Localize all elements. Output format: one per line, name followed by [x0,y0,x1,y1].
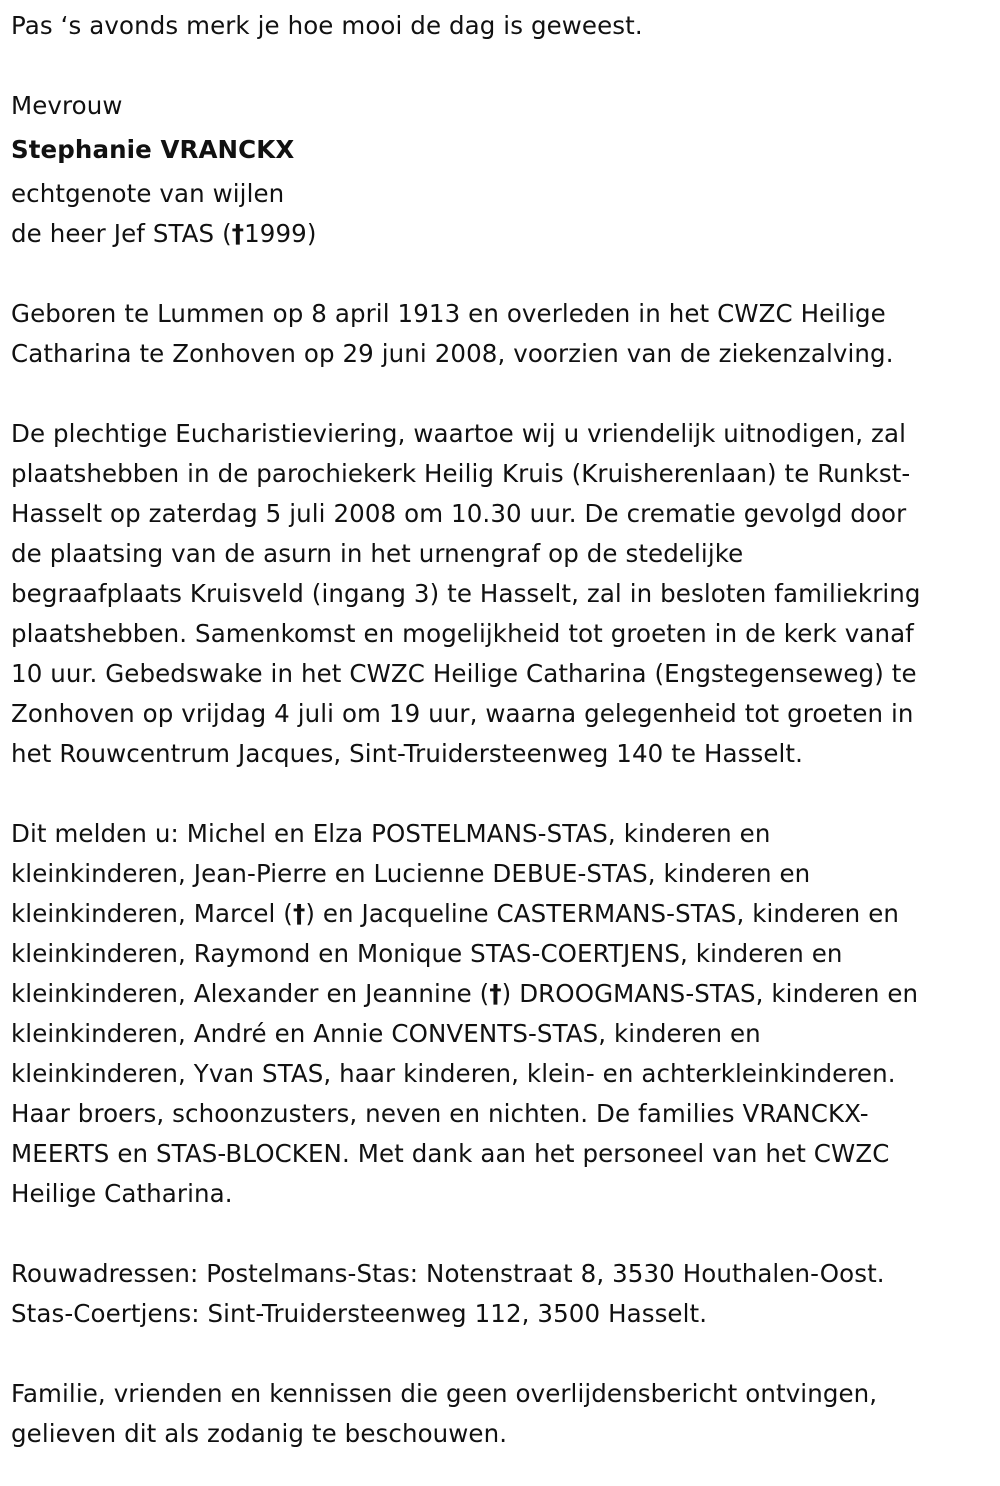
spouse-suffix: 1999) [244,219,317,248]
paragraph-line: gelieven dit als zodanig te beschouwen. [11,1419,508,1448]
death-notice [11,6,993,1454]
paragraph-line: Geboren te Lummen op 8 april 1913 en overleden in het CWZC Heilige [11,299,886,328]
paragraph-line: Dit melden u: Michel en Elza POSTELMANS-STAS, kinderen en [11,819,771,848]
paragraph-line: Hasselt op zaterdag 5 juli 2008 om 10.30 uur. De crematie gevolgd door [11,499,907,528]
paragraph-line: 10 uur. Gebedswake in het CWZC Heilige Catharina (Engstegenseweg) te [11,659,917,688]
paragraph-line [11,974,993,1014]
honorific: Mevrouw [11,91,123,120]
text-segment: kleinkinderen, Alexander en Jeannine ( [11,979,490,1008]
spacer [11,1334,993,1374]
paragraph-line: het Rouwcentrum Jacques, Sint-Truidersteenweg 140 te Hasselt. [11,739,804,768]
cross-icon: † [231,219,245,248]
paragraph-line: Stas-Coertjens: Sint-Truidersteenweg 112, 3500 Hasselt. [11,1299,708,1328]
spacer [11,46,993,86]
spacer [11,254,993,294]
motto: Pas ‘s avonds merk je hoe mooi de dag is geweest. [11,11,643,40]
paragraph-line: Haar broers, schoonzusters, neven en nichten. De families VRANCKX- [11,1099,869,1128]
paragraph-line: Rouwadressen: Postelmans-Stas: Notenstraat 8, 3530 Houthalen-Oost. [11,1259,885,1288]
paragraph-line: De plechtige Eucharistieviering, waartoe wij u vriendelijk uitnodigen, zal [11,419,907,448]
paragraph-line: plaatshebben in de parochiekerk Heilig Kruis (Kruisherenlaan) te Runkst- [11,459,911,488]
family-paragraph [11,814,993,1214]
deceased-name [11,126,993,174]
spacer [11,1214,993,1254]
spouse-name [11,214,993,254]
paragraph-line: Heilige Catharina. [11,1179,233,1208]
ceremony-paragraph [11,414,993,774]
paragraph-line: kleinkinderen, André en Annie CONVENTS-STAS, kinderen en [11,1019,761,1048]
paragraph-line [11,894,993,934]
paragraph-line: MEERTS en STAS-BLOCKEN. Met dank aan het personeel van het CWZC [11,1139,890,1168]
closing-paragraph [11,1374,993,1454]
paragraph-line: de plaatsing van de asurn in het urnengraf op de stedelijke [11,539,744,568]
text-segment: ) en Jacqueline CASTERMANS-STAS, kinderen en [305,899,899,928]
cross-icon: † [489,979,502,1008]
birth-death-paragraph [11,294,993,374]
cross-icon: † [292,899,306,928]
spacer [11,774,993,814]
text-segment: ) DROOGMANS-STAS, kinderen en [501,979,919,1008]
paragraph-line: plaatshebben. Samenkomst en mogelijkheid tot groeten in de kerk vanaf [11,619,914,648]
addresses-paragraph [11,1254,993,1334]
paragraph-line: Familie, vrienden en kennissen die geen overlijdensbericht ontvingen, [11,1379,878,1408]
text-segment: kleinkinderen, Marcel ( [11,899,293,928]
paragraph-line: Catharina te Zonhoven op 29 juni 2008, voorzien van de ziekenzalving. [11,339,894,368]
spacer [11,374,993,414]
spouse-relation: echtgenote van wijlen [11,179,285,208]
paragraph-line: Zonhoven op vrijdag 4 juli om 19 uur, waarna gelegenheid tot groeten in [11,699,914,728]
deceased-name-text: Stephanie VRANCKX [11,135,295,164]
paragraph-line: kleinkinderen, Yvan STAS, haar kinderen, klein- en achterkleinkinderen. [11,1059,896,1088]
spouse-prefix: de heer Jef STAS ( [11,219,232,248]
paragraph-line: kleinkinderen, Jean-Pierre en Lucienne DEBUE-STAS, kinderen en [11,859,811,888]
paragraph-line: kleinkinderen, Raymond en Monique STAS-COERTJENS, kinderen en [11,939,843,968]
paragraph-line: begraafplaats Kruisveld (ingang 3) te Hasselt, zal in besloten familiekring [11,579,921,608]
